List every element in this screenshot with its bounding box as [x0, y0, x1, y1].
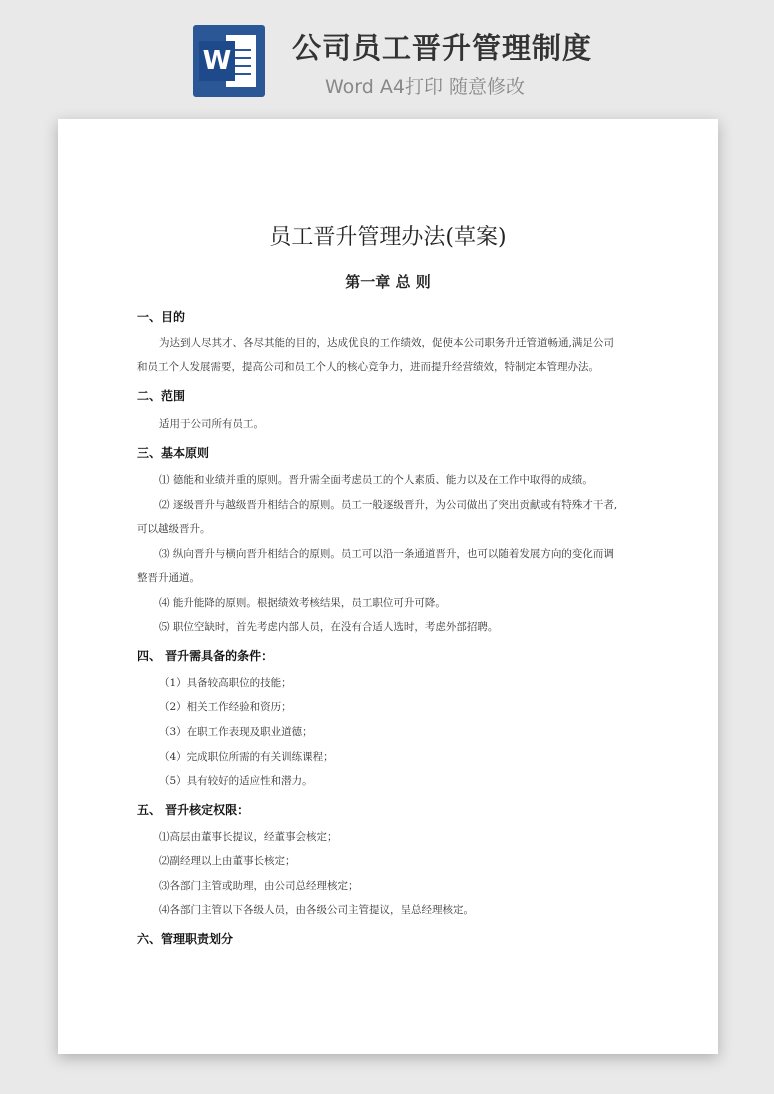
list-item: ⑴高层由董事长提议，经董事会核定；: [159, 831, 338, 843]
list-item: （2）相关工作经验和资历；: [159, 701, 292, 713]
list-item: ⑴ 德能和业绩并重的原则。晋升需全面考虑员工的个人素质、能力以及在工作中取得的成绩。: [159, 474, 593, 486]
document-title: 员工晋升管理办法(草案): [269, 225, 507, 250]
paragraph-line: 和员工个人发展需要，提高公司和员工个人的核心竞争力，进而提升经营绩效，特制定本管理办法。: [137, 361, 599, 373]
section-heading-authority: 五、 晋升核定权限：: [137, 803, 250, 817]
list-item: ⑶ 纵向晋升与横向晋升相结合的原则。员工可以沿一条通道晋升，也可以随着发展方向的变化而调: [159, 548, 614, 560]
list-item: （5）具有较好的适应性和潜力。: [159, 775, 313, 787]
document-page: [58, 119, 718, 1054]
section-heading-principles: 三、基本原则: [137, 446, 210, 460]
section-heading-conditions: 四、 晋升需具备的条件：: [137, 649, 274, 663]
list-item: （1）具备较高职位的技能；: [159, 677, 292, 689]
section-heading-responsibilities: 六、管理职责划分: [137, 932, 234, 946]
paragraph-line: 适用于公司所有员工。: [159, 418, 264, 430]
list-item: ⑵ 逐级晋升与越级晋升相结合的原则。员工一般逐级晋升，为公司做出了突出贡献或有特殊才干者,: [159, 499, 618, 511]
chapter-heading: 第一章 总 则: [345, 273, 431, 291]
word-document-icon: [193, 25, 265, 97]
list-item: ⑸ 职位空缺时，首先考虑内部人员，在没有合适人选时，考虑外部招聘。: [159, 621, 499, 633]
list-item-continued: 整晋升通道。: [137, 572, 200, 584]
word-icon-letter: W: [199, 41, 235, 81]
list-item: （3）在职工作表现及职业道德；: [159, 726, 313, 738]
banner-title: 公司员工晋升管理制度: [292, 31, 593, 65]
list-item-continued: 可以越级晋升。: [137, 523, 211, 535]
list-item: ⑷ 能升能降的原则。根据绩效考核结果，员工职位可升可降。: [159, 597, 446, 609]
list-item: ⑵副经理以上由董事长核定；: [159, 855, 296, 867]
section-heading-scope: 二、范围: [137, 389, 186, 403]
paragraph-line: 为达到人尽其才、各尽其能的目的，达成优良的工作绩效，促使本公司职务升迁管道畅通,满足公司: [159, 337, 614, 349]
list-item: （4）完成职位所需的有关训练课程；: [159, 751, 334, 763]
header-banner: [0, 0, 774, 108]
banner-subtitle: Word A4打印 随意修改: [325, 76, 526, 98]
list-item: ⑷各部门主管以下各级人员，由各级公司主管提议，呈总经理核定。: [159, 904, 474, 916]
list-item: ⑶各部门主管或助理，由公司总经理核定；: [159, 880, 359, 892]
section-heading-purpose: 一、目的: [137, 310, 186, 324]
